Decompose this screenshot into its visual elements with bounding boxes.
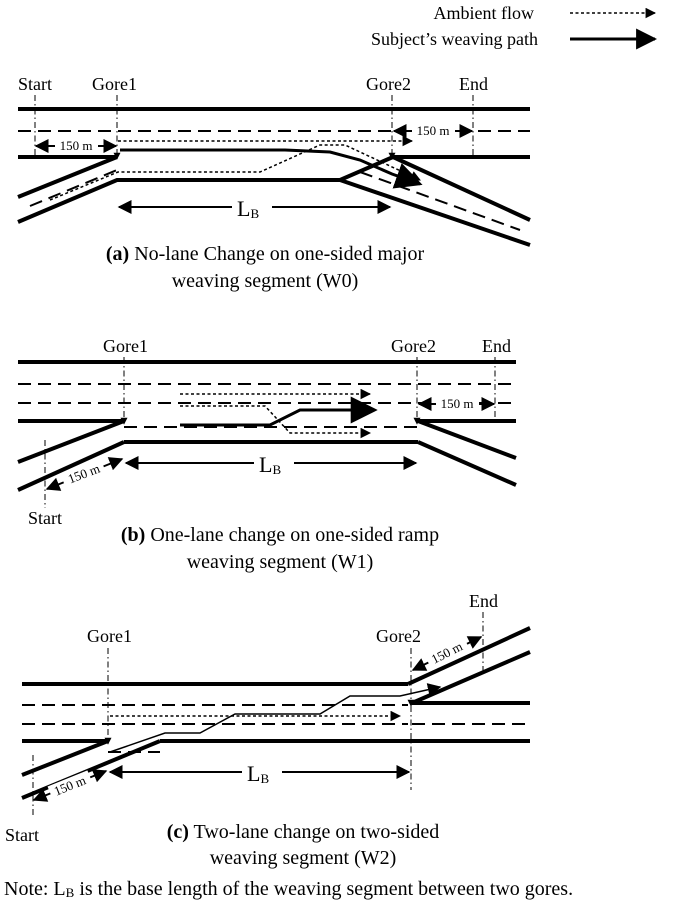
ramp-out-lower-a xyxy=(340,180,530,245)
panel-b xyxy=(18,336,516,573)
ramp-out-upper-a xyxy=(393,157,530,220)
dist-label-left-a: 150 m xyxy=(59,138,93,153)
lb-label-a: LB xyxy=(237,196,260,221)
ramp-in-upper-b xyxy=(18,421,124,462)
panel-a xyxy=(18,74,530,292)
ramp-out-lower-b xyxy=(418,442,516,485)
ambient-flow-ramp-a xyxy=(50,145,420,200)
road-bottom-edge-a xyxy=(18,157,393,222)
gore1-label-c: Gore1 xyxy=(87,626,132,646)
gore2-label-b: Gore2 xyxy=(391,336,436,356)
start-label-b: Start xyxy=(28,508,62,528)
caption-c-line2: weaving segment (W2) xyxy=(209,847,397,869)
legend-weaving-label: Subject’s weaving path xyxy=(371,29,538,49)
caption-b-line2: weaving segment (W1) xyxy=(186,551,374,573)
caption-a-line2: weaving segment (W0) xyxy=(171,270,359,292)
legend xyxy=(371,3,655,49)
caption-a-line1: (a) No-lane Change on one-sided major xyxy=(105,243,425,265)
weaving-path-b xyxy=(180,410,375,425)
end-label-b: End xyxy=(482,336,511,356)
lb-label-c: LB xyxy=(247,761,270,786)
dist-label-left-c: 150 m xyxy=(51,772,88,799)
start-label-c: Start xyxy=(5,825,39,845)
dist-label-right-c: 150 m xyxy=(428,638,465,667)
footnote: Note: LB is the base length of the weaving segment between two gores. xyxy=(4,878,574,900)
start-label-a: Start xyxy=(18,74,52,94)
lb-label-b: LB xyxy=(259,452,282,477)
gore2-label-a: Gore2 xyxy=(366,74,411,94)
gore1-label-a: Gore1 xyxy=(92,74,137,94)
caption-b-line1: (b) One-lane change on one-sided ramp xyxy=(120,524,440,546)
gore1-label-b: Gore1 xyxy=(103,336,148,356)
dist-label-right-a: 150 m xyxy=(416,123,450,138)
legend-ambient-label: Ambient flow xyxy=(433,3,534,23)
panel-c xyxy=(5,591,530,869)
gore2-label-c: Gore2 xyxy=(376,626,421,646)
dist-label-right-b: 150 m xyxy=(440,396,474,411)
ramp-out-upper-b xyxy=(418,421,516,458)
end-label-a: End xyxy=(459,74,488,94)
caption-c-line1: (c) Two-lane change on two-sided xyxy=(166,821,440,843)
dist-label-left-b: 150 m xyxy=(65,460,102,487)
end-label-c: End xyxy=(469,591,498,611)
